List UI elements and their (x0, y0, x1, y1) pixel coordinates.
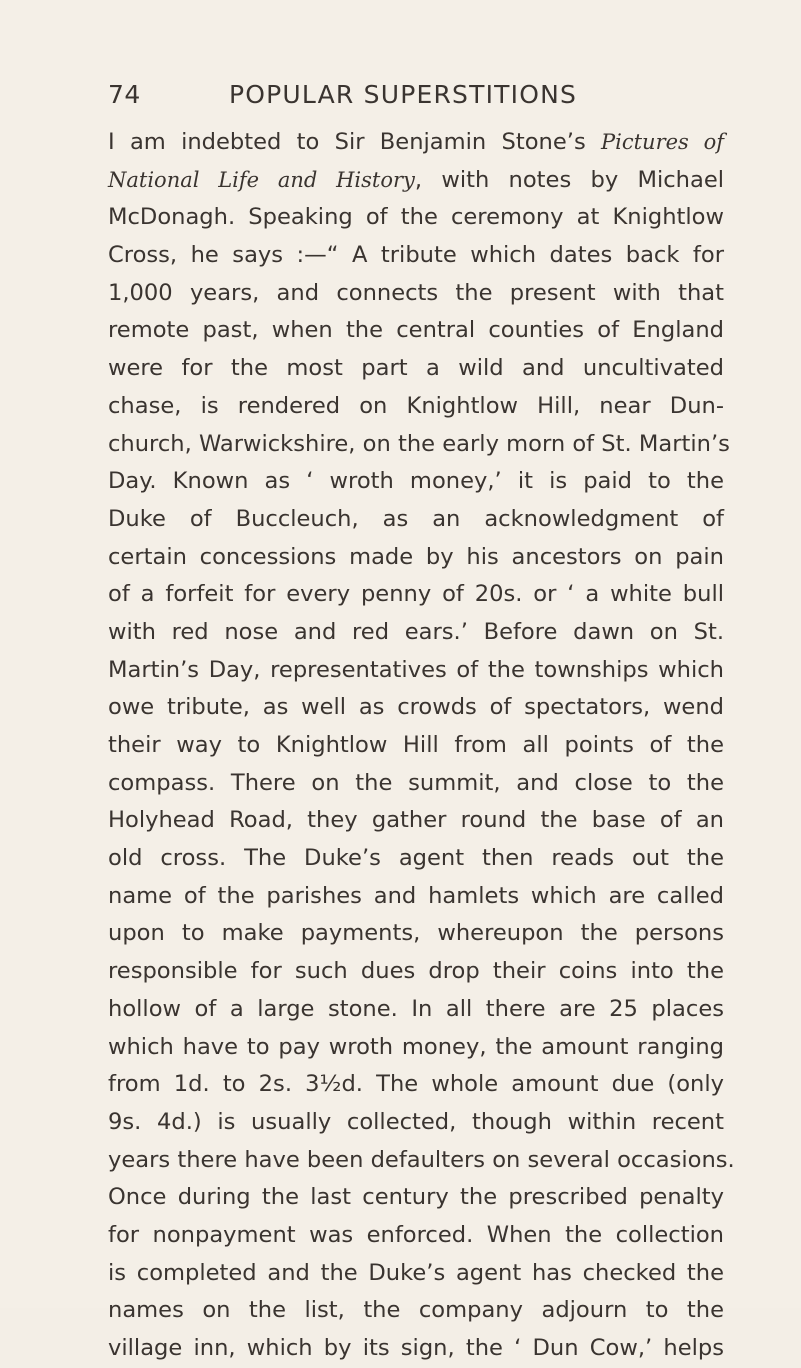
body-paragraph (108, 124, 735, 1368)
text-line: responsible for such dues drop their coins into the (108, 958, 724, 985)
text-line: Cross, he says :—“ A tribute which dates back for (108, 242, 724, 269)
text-line: owe tribute, as well as crowds of spectators, wend (108, 694, 724, 721)
text-line: I am indebted to Sir Benjamin Stone’s Pictures of (108, 129, 725, 155)
text-line: village inn, which by its sign, the ‘ Dun Cow,’ helps (108, 1335, 724, 1361)
text-line: old cross. The Duke’s agent then reads out the (108, 845, 724, 872)
text-line: upon to make payments, whereupon the persons (108, 920, 724, 947)
text-line: is completed and the Duke’s agent has checked the (108, 1259, 724, 1286)
text-line: chase, is rendered on Knightlow Hill, near Dun- (108, 392, 724, 419)
text-line: Holyhead Road, they gather round the base of an (108, 807, 724, 834)
page-number: 74 (108, 80, 141, 109)
text-line: compass. There on the summit, and close to the (108, 769, 724, 796)
text-line: 1,000 years, and connects the present with that (108, 279, 724, 306)
text-line: Martin’s Day, representatives of the townships which (108, 656, 724, 683)
text-line: for nonpayment was enforced. When the collection (108, 1221, 724, 1248)
running-head (108, 80, 724, 116)
text-line: years there have been defaulters on several occasions. (108, 1146, 735, 1173)
text-line: remote past, when the central counties of England (108, 317, 724, 344)
text-line: hollow of a large stone. In all there are 25 places (108, 995, 724, 1022)
text-line: were for the most part a wild and uncultivated (108, 355, 724, 382)
text-line: from 1d. to 2s. 3½d. The whole amount due (only (108, 1071, 724, 1098)
text-line: of a forfeit for every penny of 20s. or ‘ a white bull (108, 581, 724, 608)
text-line: name of the parishes and hamlets which are called (108, 882, 724, 909)
text-line: McDonagh. Speaking of the ceremony at Knightlow (108, 204, 724, 231)
text-line: Once during the last century the prescribed penalty (108, 1184, 724, 1211)
text-line: National Life and History, with notes by Michael (108, 166, 724, 193)
text-line: names on the list, the company adjourn to the (108, 1297, 724, 1324)
text-line: Duke of Buccleuch, as an acknowledgment of (108, 505, 724, 532)
text-line: church, Warwickshire, on the early morn of St. Martin’s (108, 430, 730, 457)
text-line: Day. Known as ‘ wroth money,’ it is paid to the (108, 468, 724, 495)
running-title: POPULAR SUPERSTITIONS (229, 80, 578, 109)
text-line: certain concessions made by his ancestors on pain (108, 543, 724, 570)
text-line: with red nose and red ears.’ Before dawn on St. (108, 618, 724, 645)
text-line: 9s. 4d.) is usually collected, though within recent (108, 1108, 724, 1135)
text-line: which have to pay wroth money, the amount ranging (108, 1033, 724, 1060)
text-line: their way to Knightlow Hill from all points of the (108, 732, 724, 758)
